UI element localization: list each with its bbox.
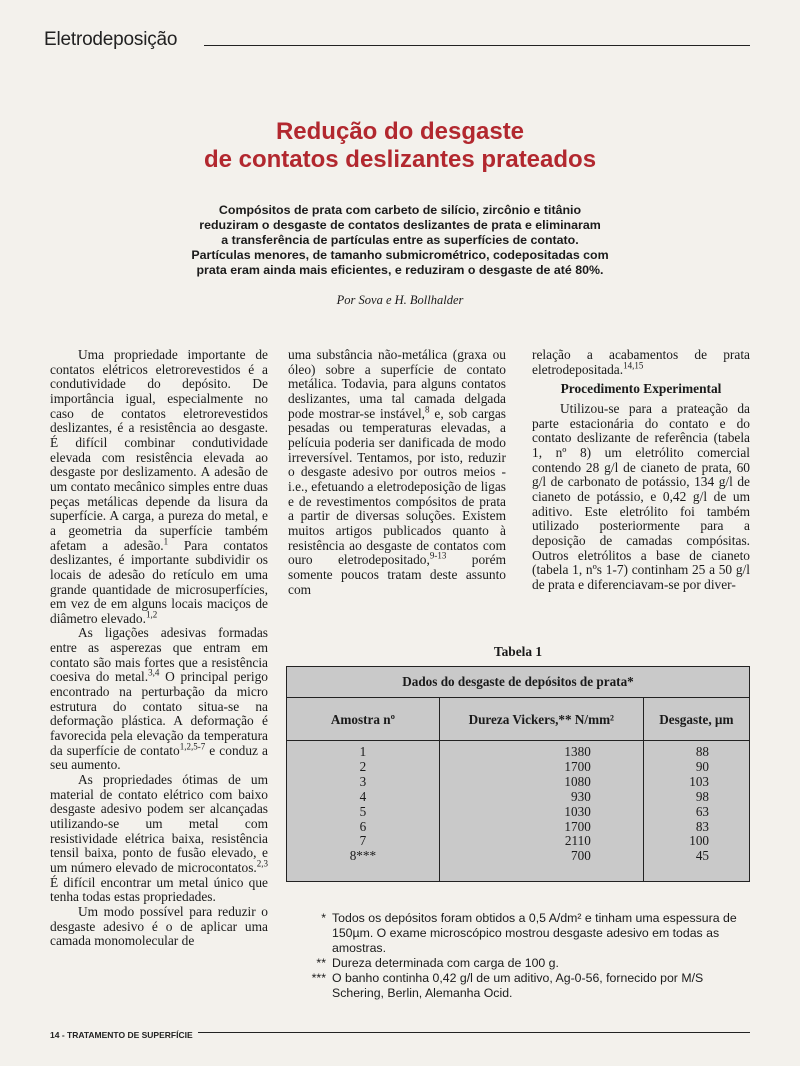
paragraph: uma substância não-metálica (graxa ou óleo) sobre a superfície de contato metálica. Todavia, para alguns contatos deslizantes, uma tal camada delgada pode mostrar-se instável,$^8$ e, sob cargas pesadas ou temperaturas elevadas, a pelícuia poderia ser danificada de modo irreversível. Tentamos, por isto, reduzir o desgaste adesivo por outros meios - i.e., efetuando a eletrodeposição de ligas e de revestimentos compósitos de prata a partir de diversas soluções. Existem muitos artigos publicados quanto à resistência ao desgaste de contatos com ouro eletrodepositado,$^{9-13}$ porém somente poucos tratam deste assunto com (288, 347, 506, 597)
article-title (0, 118, 800, 174)
text-column-1 (50, 348, 268, 949)
paragraph: As ligações adesivas formadas entre as asperezas que entram em contato são mais fortes que a resistência coesiva do metal.$^{3,4}$ O principal perigo encontrado na perturbação da micro estrutura do contato situa-se na deformação plástica. A deformação é favorecida pela elevação da temperatura da superfície de contato$^{1,2,5-7}$ e conduz a seu aumento. (50, 625, 268, 773)
paragraph: relação a acabamentos de prata eletrodepositada.$^{14,15}$ (532, 347, 750, 377)
footnote: ** Dureza determinada com carga de 100 g. (316, 956, 559, 970)
page-footer (50, 1025, 750, 1040)
wear-data-table (286, 666, 750, 882)
byline: Por Sova e H. Bollhalder (336, 293, 464, 307)
lede-line: Compósitos de prata com carbeto de silício, zircônio e titânio (218, 203, 582, 217)
paragraph: Um modo possível para reduzir o desgaste adesivo é o de aplicar uma camada monomolecular de (50, 903, 268, 949)
table-caption: Dados do desgaste de depósitos de prata* (287, 667, 750, 698)
footnote: *** O banho continha 0,42 g/l de um aditivo, Ag-0-56, fornecido por M/S Schering, Berlin, Alemanha Ocid. (311, 971, 704, 1000)
lede-line: reduziram o desgaste de contatos deslizantes de prata e eliminaram (199, 218, 601, 232)
lede-line: prata eram ainda mais eficientes, e reduziram o desgaste de até 80%. (196, 263, 604, 277)
section-heading: Procedimento Experimental (560, 381, 722, 397)
table-footnotes (296, 911, 754, 1001)
section-name: Eletrodeposição (44, 29, 178, 50)
lede-line: a transferência de partículas entre as superfícies de contato. (221, 233, 579, 247)
paragraph: Utilizou-se para a prateação da parte estacionária do contato e do contato deslizante de referência (tabela 1, nº 8) um eletrólito comercial contendo 28 g/l de cianeto de prata, 60 g/l de carbonato de potássio, 134 g/l de cianeto de potássio, e 0,42 g/l de um aditivo. Este eletrólito foi também utilizado posteriormente para a deposição de camadas compósitas. Outros eletrólitos a base de cianeto (tabela 1, nºs 1-7) continham 25 a 50 g/l de prata e diferenciavam-se por diver- (532, 400, 750, 592)
col-header-wear: Desgaste, µm (643, 698, 749, 741)
paragraph: Uma propriedade importante de contatos elétricos eletrorevestidos é a condutividade do depósito. De importância igual, especialmente no caso de contatos eletrorevestidos deslizantes, é a resistência ao desgaste. É difícil combinar condutividade elevada com resistência elevada ao desgaste por deslizamento. A adesão de um contato mecânico simples entre duas peças metálicas depende da lisura da superfície. A carga, a pureza do metal, e a geometria da superfície também afetam a adesão.$^1$ Para contatos deslizantes, é importante subdividir os locais de adesão do retículo em uma grande quantidade de microsuperfícies, em vez de em alguns locais maciços de diâmetro elevado.$^{1,2}$ (50, 347, 268, 626)
col-header-hardness: Dureza Vickers,** N/mm² (439, 698, 643, 741)
running-header (44, 29, 750, 53)
text-column-3 (532, 348, 750, 593)
lede-line: Partículas menores, de tamanho submicrométrico, codepositadas com (191, 248, 609, 262)
article-lede (100, 203, 700, 278)
page-number-label: 14 - TRATAMENTO DE SUPERFÍCIE (50, 1030, 193, 1040)
header-rule (204, 45, 750, 46)
table-label: Tabela 1 (493, 644, 543, 659)
wear-column: 88 90 103 98 63 83 100 45 (643, 741, 749, 882)
footer-rule (198, 1032, 750, 1033)
hardness-column: 1380 1700 1080 930 1030 1700 2110 700 (439, 741, 643, 882)
text-column-2 (288, 348, 506, 597)
paragraph: As propriedades ótimas de um material de contato elétrico com baixo desgaste adesivo podem ser alcançadas utilizando-se um metal com resistividade elétrica baixa, resistência tensil baixa, ponto de fusão elevado, e um número elevado de microcontatos.$^{2,3}$ É difícil encontrar um metal único que tenha todas estas propriedades. (50, 772, 268, 905)
col-header-sample: Amostra nº (287, 698, 440, 741)
footnote: * Todos os depósitos foram obtidos a 0,5 A/dm² e tinham uma espessura de 150µm. O exame microscópico mostrou desgaste adesivo em todas as amostras. (321, 911, 737, 955)
title-line-2: de contatos deslizantes prateados (203, 146, 597, 173)
title-line-1: Redução do desgaste (275, 118, 525, 145)
sample-column: 1 2 3 4 5 6 7 8*** (287, 741, 440, 882)
